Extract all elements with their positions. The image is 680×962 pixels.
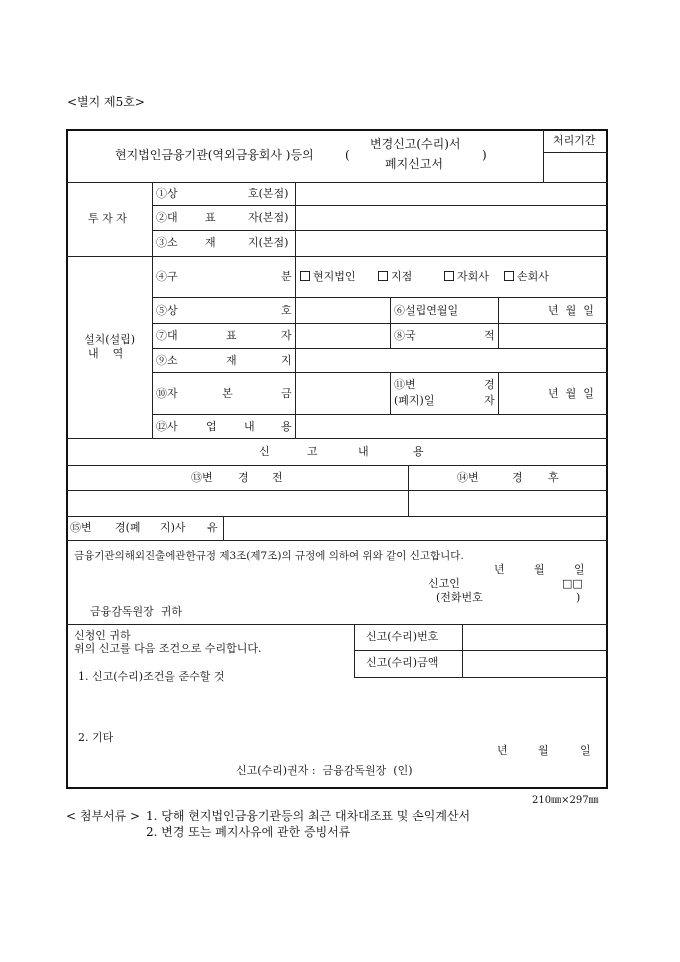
rule xyxy=(152,323,608,324)
rule xyxy=(408,465,409,516)
capital-mid: 본 xyxy=(222,387,233,400)
declaration-month: 월 xyxy=(534,563,545,576)
type-option-branch[interactable]: 지점 xyxy=(378,271,412,284)
change-date-label-b: 경 xyxy=(484,378,495,391)
declaration-text: 금융기관의해외진출에관한규정 제3조(제7조)의 규정에 의하여 위와 같이 신고합니다. xyxy=(74,550,464,562)
acceptance-authority: 신고(수리)권자 : 금융감독원장 (인) xyxy=(236,764,413,777)
corp-rep-label: ⑦대 xyxy=(156,329,178,342)
title-option-close: 폐지신고서 xyxy=(385,157,443,171)
declaration-year: 년 xyxy=(494,563,505,576)
investor-address-mid: 재 xyxy=(205,236,216,249)
title-paren-open: ( xyxy=(345,148,350,162)
rule xyxy=(543,129,544,182)
capital-label: ⑩자 xyxy=(156,387,178,400)
after-change-b: 경 xyxy=(512,471,523,484)
change-date-label-d: 자 xyxy=(484,394,495,407)
after-change-a: ⑭변 xyxy=(457,471,479,484)
paper-size: 210㎜×297㎜ xyxy=(532,795,599,806)
type-option-subsidiary[interactable]: 자회사 xyxy=(444,271,489,284)
reporter-label: 신고인 xyxy=(428,577,460,590)
rule xyxy=(462,624,463,677)
reporter-seal: □□ xyxy=(562,577,583,590)
acceptance-intro: 위의 신고를 다음 조건으로 수리합니다. xyxy=(74,642,262,655)
title-option-change: 변경신고(수리)서 xyxy=(370,137,461,151)
nationality-label: ⑧국 xyxy=(394,329,416,342)
condition-2: 2. 기타 xyxy=(78,731,114,744)
rule xyxy=(152,372,608,373)
investor-rep-label: ②대 xyxy=(156,211,178,224)
business-mid-1: 업 xyxy=(206,420,217,433)
attachments-label: < 첨부서류 > xyxy=(66,809,141,823)
rule xyxy=(152,230,608,231)
nationality-suffix: 적 xyxy=(484,329,495,342)
change-date-label-c: (폐지)일 xyxy=(394,394,435,407)
attachment-2: 2. 변경 또는 폐지사유에 관한 증빙서류 xyxy=(146,825,351,839)
rule xyxy=(152,348,608,349)
capital-suffix: 금 xyxy=(281,387,292,400)
rule xyxy=(66,256,608,257)
rule xyxy=(354,650,608,651)
title-paren-close: ) xyxy=(482,148,487,162)
form-frame xyxy=(66,129,608,789)
rule xyxy=(66,465,608,466)
corp-address-suffix: 지 xyxy=(281,354,292,367)
appendix-label: <별지 제5호> xyxy=(67,95,145,109)
phone-close: ) xyxy=(576,591,581,604)
checkbox[interactable] xyxy=(444,271,454,281)
rule xyxy=(498,372,499,414)
corp-name-label: ⑤상 xyxy=(156,304,178,317)
rule xyxy=(295,256,296,438)
declaration-day: 일 xyxy=(574,563,585,576)
type-option-sub-subsidiary[interactable]: 손회사 xyxy=(504,271,549,284)
checkbox[interactable] xyxy=(300,271,310,281)
rule xyxy=(223,516,224,540)
rule xyxy=(390,297,391,348)
rule xyxy=(152,205,608,206)
investor-rep-suffix: 자(본점) xyxy=(248,211,289,224)
rule xyxy=(354,677,608,678)
est-date-ymd: 년 월 일 xyxy=(548,304,594,317)
change-date-ymd: 년 월 일 xyxy=(548,387,594,400)
change-date-label-a: ⑪변 xyxy=(394,378,416,391)
corp-name-suffix: 호 xyxy=(281,304,292,317)
rule xyxy=(152,182,153,438)
rule xyxy=(66,438,608,439)
acceptance-day: 일 xyxy=(580,744,591,757)
business-mid-2: 내 xyxy=(244,420,255,433)
type-label: ④구 xyxy=(156,270,178,283)
rule xyxy=(66,540,608,541)
rule xyxy=(152,414,608,415)
report-content-h2: 고 xyxy=(307,445,318,458)
before-change-b: 경 xyxy=(238,471,249,484)
corp-address-mid: 재 xyxy=(226,354,237,367)
investor-address-suffix: 지(본점) xyxy=(248,236,289,249)
checkbox[interactable] xyxy=(504,271,514,281)
reason-label-b: 경(폐 xyxy=(115,521,141,534)
before-change-a: ⑬변 xyxy=(191,471,213,484)
reason-label-d: 유 xyxy=(207,521,218,534)
rule xyxy=(498,297,499,348)
investor-address-label: ③소 xyxy=(156,236,178,249)
business-label: ⑫사 xyxy=(156,420,178,433)
rule xyxy=(152,297,608,298)
phone-label: (전화번호 xyxy=(436,591,483,604)
acceptance-number-label: 신고(수리)번호 xyxy=(366,630,439,643)
report-content-h1: 신 xyxy=(259,445,270,458)
addressee: 금융감독원장 귀하 xyxy=(90,605,183,618)
business-suffix: 용 xyxy=(281,420,292,433)
establishment-label-1: 설치(설립) xyxy=(84,333,136,346)
rule xyxy=(354,624,355,677)
rule xyxy=(66,182,608,183)
rule xyxy=(543,152,608,153)
type-option-local-corp[interactable]: 현지법인 xyxy=(300,271,356,284)
reason-label-a: ⑮변 xyxy=(70,521,92,534)
rule xyxy=(66,516,608,517)
corp-rep-suffix: 자 xyxy=(281,329,292,342)
processing-period-label: 처리기간 xyxy=(553,134,596,147)
before-change-c: 전 xyxy=(272,471,283,484)
condition-1: 1. 신고(수리)조건을 준수할 것 xyxy=(78,670,225,683)
form-title: 현지법인금융기관(역외금융회사 )등의 xyxy=(115,148,314,162)
rule xyxy=(66,624,608,625)
checkbox[interactable] xyxy=(378,271,388,281)
report-content-h4: 용 xyxy=(413,445,424,458)
rule xyxy=(295,182,296,256)
investor-label: 투 자 자 xyxy=(88,212,127,225)
after-change-c: 후 xyxy=(548,471,559,484)
reason-label-c: 지)사 xyxy=(160,521,186,534)
corp-rep-mid: 표 xyxy=(226,329,237,342)
acceptance-amount-label: 신고(수리)금액 xyxy=(366,656,439,669)
report-content-h3: 내 xyxy=(358,445,369,458)
applicant: 신청인 귀하 xyxy=(74,629,131,642)
investor-rep-mid: 표 xyxy=(205,211,216,224)
corp-address-label: ⑨소 xyxy=(156,354,178,367)
investor-name-suffix: 호(본점) xyxy=(248,187,289,200)
rule xyxy=(390,372,391,414)
attachment-1: 1. 당해 현지법인금융기관등의 최근 대차대조표 및 손익계산서 xyxy=(146,809,471,823)
establishment-label-2: 내 역 xyxy=(88,347,124,360)
est-date-label: ⑥설립연월일 xyxy=(394,304,459,317)
type-suffix: 분 xyxy=(281,270,292,283)
acceptance-month: 월 xyxy=(538,744,549,757)
investor-name-label: ①상 xyxy=(156,187,178,200)
rule xyxy=(66,490,608,491)
acceptance-year: 년 xyxy=(497,744,508,757)
